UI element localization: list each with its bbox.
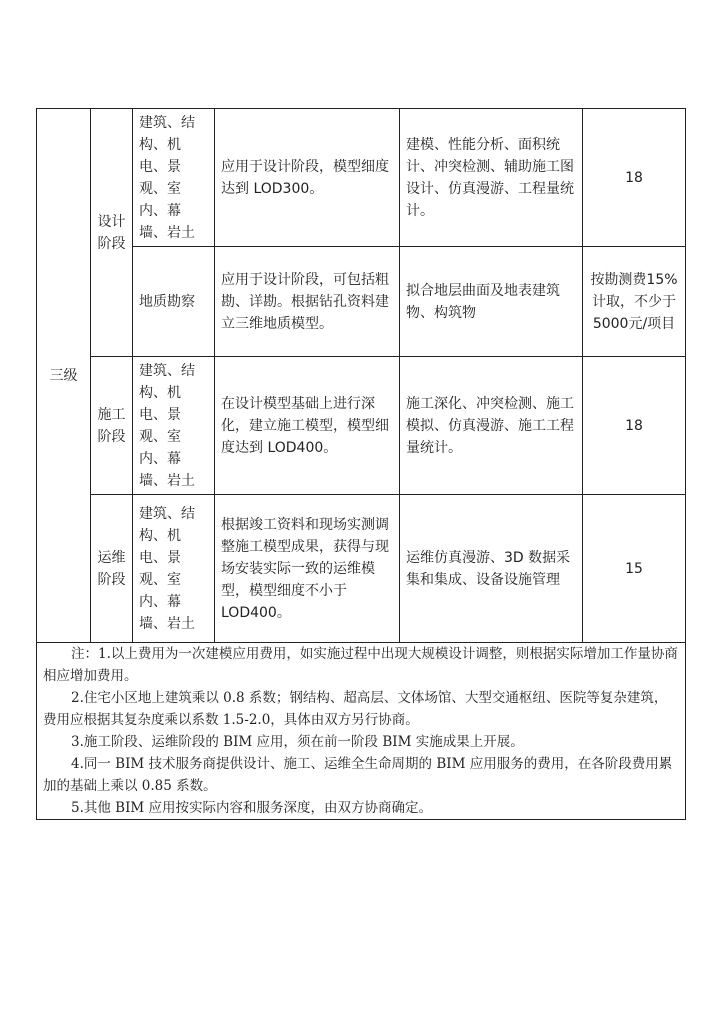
profession-cell: 建筑、结构、机电、景观、室内、幕墙、岩土 bbox=[133, 109, 215, 247]
stage-cell: 运维阶段 bbox=[91, 495, 133, 643]
requirement-cell: 在设计模型基础上进行深化，建立施工模型，模型细度达到 LOD400。 bbox=[215, 357, 400, 495]
function-cell: 拟合地层曲面及地表建筑物、构筑物 bbox=[400, 247, 583, 357]
notes-cell bbox=[37, 643, 686, 820]
bim-fee-table bbox=[36, 108, 686, 820]
note-line: 2.住宅小区地上建筑乘以 0.8 系数；钢结构、超高层、文体场馆、大型交通枢纽、医院等复杂建筑，费用应根据其复杂度乘以系数 1.5-2.0，具体由双方另行协商。 bbox=[43, 690, 668, 728]
requirement-cell: 应用于设计阶段，模型细度达到 LOD300。 bbox=[215, 109, 400, 247]
table-row bbox=[37, 495, 686, 643]
note-line: 4.同一 BIM 技术服务商提供设计、施工、运维全生命周期的 BIM 应用服务的费用，在各阶段费用累加的基础上乘以 0.85 系数。 bbox=[43, 756, 673, 794]
stage-cell: 设计阶段 bbox=[91, 109, 133, 357]
function-cell: 施工深化、冲突检测、施工模拟、仿真漫游、施工工程量统计。 bbox=[400, 357, 583, 495]
requirement-cell: 应用于设计阶段，可包括粗勘、详勘。根据钻孔资料建立三维地质模型。 bbox=[215, 247, 400, 357]
profession-cell: 建筑、结构、机电、景观、室内、幕墙、岩土 bbox=[133, 495, 215, 643]
requirement-cell: 根据竣工资料和现场实测调整施工模型成果，获得与现场安装实际一致的运维模型，模型细度不小于 LOD400。 bbox=[215, 495, 400, 643]
note-line: 注：1.以上费用为一次建模应用费用，如实施过程中出现大规模设计调整，则根据实际增加工作量协商相应增加费用。 bbox=[43, 646, 678, 684]
function-cell: 运维仿真漫游、3D 数据采集和集成、设备设施管理 bbox=[400, 495, 583, 643]
function-cell: 建模、性能分析、面积统计、冲突检测、辅助施工图设计、仿真漫游、工程量统计。 bbox=[400, 109, 583, 247]
fee-cell: 18 bbox=[583, 109, 686, 247]
fee-cell: 15 bbox=[583, 495, 686, 643]
profession-cell: 建筑、结构、机电、景观、室内、幕墙、岩土 bbox=[133, 357, 215, 495]
note-line: 5.其他 BIM 应用按实际内容和服务深度，由双方协商确定。 bbox=[71, 800, 433, 816]
profession-cell: 地质勘察 bbox=[133, 247, 215, 357]
table-row bbox=[37, 109, 686, 247]
table-row bbox=[37, 247, 686, 357]
table-row bbox=[37, 357, 686, 495]
level-cell: 三级 bbox=[37, 109, 91, 643]
stage-cell: 施工阶段 bbox=[91, 357, 133, 495]
fee-cell: 按勘测费15%计取，不少于 5000元/项目 bbox=[583, 247, 686, 357]
notes-row bbox=[37, 643, 686, 820]
note-line: 3.施工阶段、运维阶段的 BIM 应用，须在前一阶段 BIM 实施成果上开展。 bbox=[71, 734, 524, 750]
fee-cell: 18 bbox=[583, 357, 686, 495]
